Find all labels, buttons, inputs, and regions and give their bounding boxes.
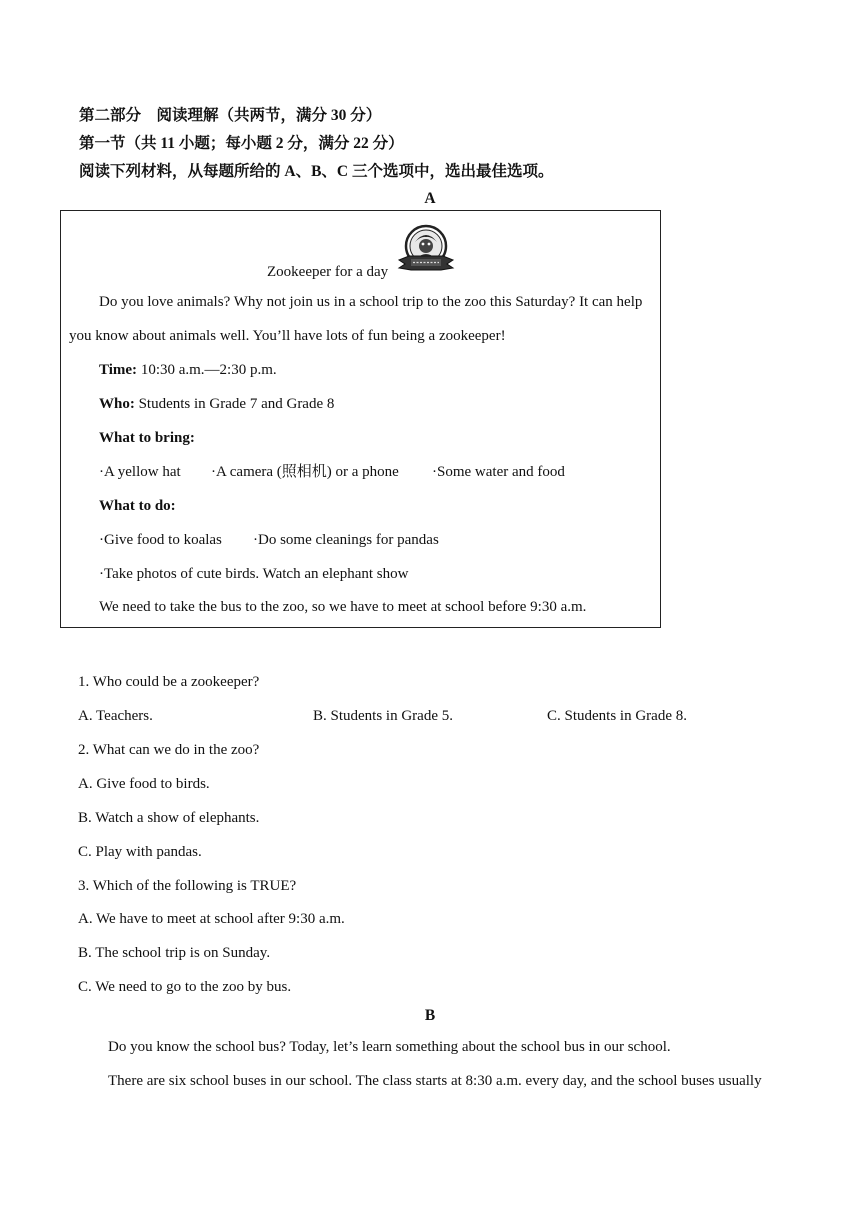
do-item-pandas: ·Do some cleanings for pandas: [253, 532, 439, 548]
time-label: Time:: [99, 362, 138, 378]
do-item-birds-elephant: ·Take photos of cute birds. Watch an elephant show: [99, 566, 409, 582]
section-heading: 第一节（共 11 小题；每小题 2 分，满分 22 分）: [79, 135, 404, 152]
passage-a-intro-line-2: you know about animals well. You’ll have lots of fun being a zookeeper!: [69, 328, 506, 344]
time-row: [99, 360, 277, 380]
question-3-option-c[interactable]: C. We need to go to the zoo by bus.: [78, 979, 292, 995]
question-3-option-b[interactable]: B. The school trip is on Sunday.: [78, 945, 271, 961]
passage-a-label: A: [424, 190, 436, 207]
passage-b-paragraph-1: Do you know the school bus? Today, let’s learn something about the school bus in our school.: [108, 1039, 671, 1055]
passage-a-intro-line-1: Do you love animals? Why not join us in a school trip to the zoo this Saturday? It can help: [99, 294, 643, 310]
who-value: Students in Grade 7 and Grade 8: [134, 396, 335, 412]
time-value: 10:30 a.m.—2:30 p.m.: [137, 362, 277, 378]
question-2-option-a[interactable]: A. Give food to birds.: [78, 776, 210, 792]
question-2-option-c[interactable]: C. Play with pandas.: [78, 844, 202, 860]
passage-b-paragraph-2: There are six school buses in our school. The class starts at 8:30 a.m. every day, and the school buses usually: [108, 1073, 762, 1089]
question-1-stem: 1. Who could be a zookeeper?: [78, 674, 260, 690]
question-2-stem: 2. What can we do in the zoo?: [78, 742, 260, 758]
do-item-koalas: ·Give food to koalas: [99, 532, 222, 548]
who-label: Who:: [99, 396, 135, 412]
instruction-text: 阅读下列材料，从每题所给的 A、B、C 三个选项中，选出最佳选项。: [79, 163, 554, 180]
part-heading: 第二部分 阅读理解（共两节，满分 30 分）: [79, 107, 382, 124]
do-heading: What to do:: [99, 498, 176, 514]
bring-item-water: ·Some water and food: [432, 464, 565, 480]
question-2-option-b[interactable]: B. Watch a show of elephants.: [78, 810, 260, 826]
bring-heading: What to bring:: [99, 430, 195, 446]
question-3-stem: 3. Which of the following is TRUE?: [78, 878, 297, 894]
who-row: [99, 394, 334, 414]
question-1-option-a[interactable]: A. Teachers.: [78, 708, 153, 724]
bring-item-camera: ·A camera (照相机) or a phone: [211, 464, 399, 480]
bring-item-hat: ·A yellow hat: [99, 464, 181, 480]
question-3-option-a[interactable]: A. We have to meet at school after 9:30 a.m.: [78, 911, 345, 927]
passage-a-title: Zookeeper for a day: [267, 264, 389, 280]
zookeeper-badge-icon: [397, 222, 455, 278]
question-1-option-c[interactable]: C. Students in Grade 8.: [547, 708, 687, 724]
passage-a-note: We need to take the bus to the zoo, so we have to meet at school before 9:30 a.m.: [99, 599, 587, 615]
passage-b-label: B: [424, 1007, 436, 1024]
question-1-option-b[interactable]: B. Students in Grade 5.: [313, 708, 453, 724]
